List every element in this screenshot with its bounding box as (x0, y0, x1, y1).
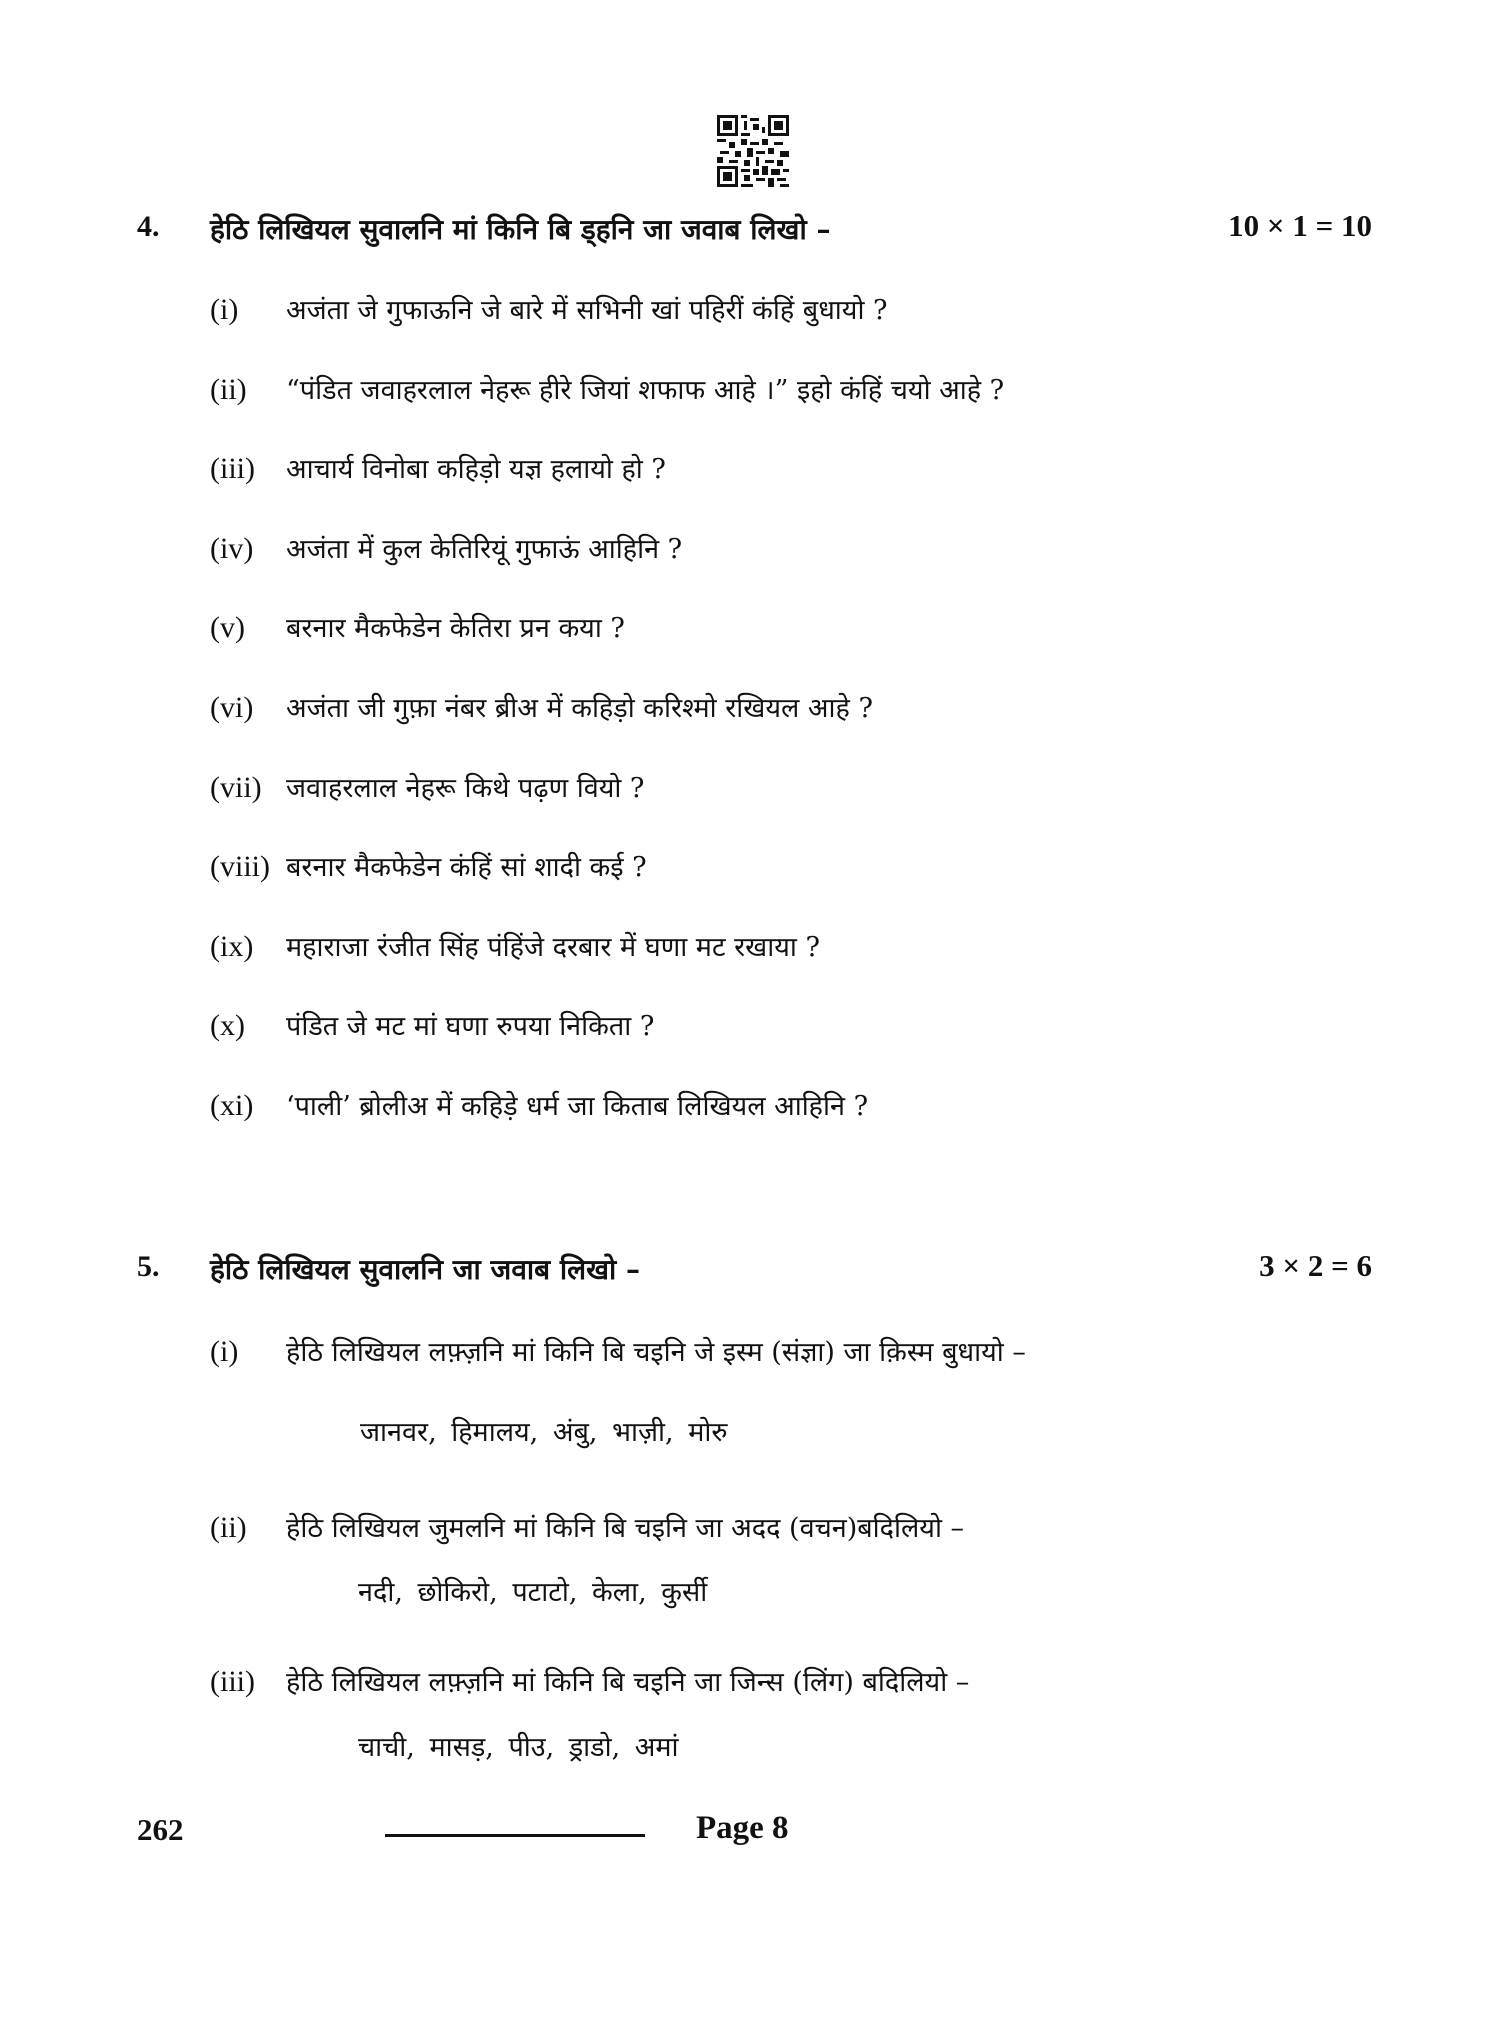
question-4-item (210, 290, 888, 330)
question-4-item (210, 847, 647, 887)
part-roman: (i) (210, 1335, 239, 1368)
item-roman: (v) (210, 611, 245, 644)
question-4-item (210, 927, 820, 967)
item-text: अजंता जे गुफाऊनि जे बारे में सभिनी खां पहिरीं कंहिं बुधायो ? (286, 295, 888, 326)
question-5-number: 5. (137, 1250, 160, 1283)
item-text: पंडित जे मट मां घणा रुपया निकिता ? (286, 1011, 655, 1042)
word-list: नदी, छोकिरो, पटाटो, केला, कुर्सी (358, 1577, 708, 1608)
question-5-marks: 3 × 2 = 6 (1259, 1248, 1372, 1283)
question-4-item (210, 449, 666, 489)
question-4-marks: 10 × 1 = 10 (1228, 208, 1372, 243)
page-number: Page 8 (696, 1810, 789, 1846)
footer-divider (385, 1834, 645, 1837)
part-roman: (iii) (210, 1665, 255, 1698)
word-list: चाची, मासड़, पीउ, ड्राडो, अमां (358, 1732, 679, 1763)
item-roman: (ix) (210, 930, 254, 963)
item-text: महाराजा रंजीत सिंह पंहिंजे दरबार में घणा मट रखाया ? (286, 932, 820, 963)
item-text: अजंता में कुल केतिरियूं गुफाऊं आहिनि ? (286, 534, 683, 565)
question-5-part (210, 1508, 964, 1548)
item-roman: (iii) (210, 452, 255, 485)
part-roman: (ii) (210, 1511, 247, 1544)
item-roman: (i) (210, 293, 239, 326)
item-text: “पंडित जवाहरलाल नेहरू हीरे जियां शफाफ आहे ।” इहो कंहिं चयो आहे ? (286, 375, 1005, 406)
question-4-item (210, 608, 625, 648)
question-4-item (210, 370, 1004, 410)
question-4-item (210, 688, 873, 728)
item-text: आचार्य विनोबा कहिड़ो यज्ञ हलायो हो ? (286, 454, 666, 485)
question-4-item (210, 1086, 868, 1126)
item-roman: (xi) (210, 1089, 254, 1122)
part-text: हेठि लिखियल जुमलनि मां किनि बि चइनि जा अदद (वचन)बदिलियो – (286, 1513, 965, 1544)
question-4-item (210, 768, 644, 808)
paper-code: 262 (137, 1812, 184, 1847)
item-roman: (iv) (210, 532, 254, 565)
item-text: जवाहरलाल नेहरू किथे पढ़ण वियो ? (286, 773, 645, 804)
word-list: जानवर, हिमालय, अंबु, भाज़ी, मोरु (360, 1417, 728, 1448)
question-5-title: हेठि लिखियल सुवालनि जा जवाब लिखो – (210, 1253, 641, 1286)
question-4-number: 4. (137, 210, 160, 243)
item-text: ‘पाली’ ब्रोलीअ में कहिड़े धर्म जा किताब लिखियल आहिनि ? (286, 1091, 869, 1122)
question-4-item (210, 1006, 654, 1046)
item-text: बरनार मैकफेडेन केतिरा प्रन कया ? (286, 613, 625, 644)
item-roman: (vii) (210, 771, 262, 804)
question-4-item (210, 529, 682, 569)
item-text: अजंता जी गुफ़ा नंबर ब्रीअ में कहिड़ो करिश्मो रखियल आहे ? (286, 693, 873, 724)
item-roman: (viii) (210, 850, 270, 883)
question-5-part (210, 1662, 969, 1702)
qr-code-icon (717, 115, 789, 187)
part-text: हेठि लिखियल लफ़्ज़नि मां किनि बि चइनि जा जिन्स (लिंग) बदिलियो – (286, 1667, 970, 1698)
item-roman: (x) (210, 1009, 245, 1042)
item-roman: (vi) (210, 691, 254, 724)
item-text: बरनार मैकफेडेन कंहिं सां शादी कई ? (286, 852, 647, 883)
question-4-title: हेठि लिखियल सुवालनि मां किनि बि ड्हनि जा जवाब लिखो – (210, 213, 831, 246)
part-text: हेठि लिखियल लफ़्ज़नि मां किनि बि चइनि जे इस्म (संज्ञा) जा क़िस्म बुधायो – (286, 1337, 1026, 1368)
question-5-part (210, 1332, 1026, 1372)
item-roman: (ii) (210, 373, 247, 406)
